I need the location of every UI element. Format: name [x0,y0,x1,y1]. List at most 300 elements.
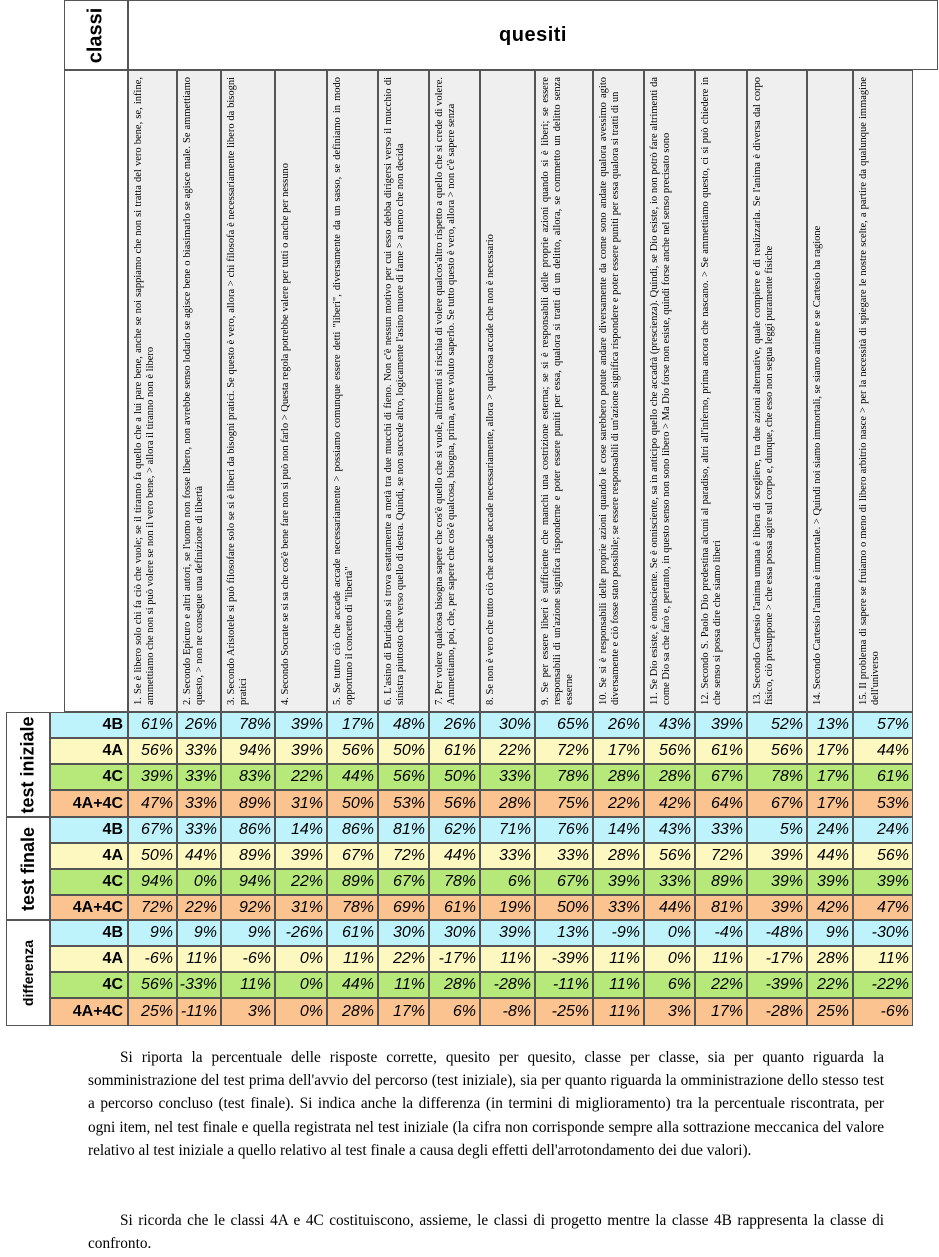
percentage-value: 65% [556,716,589,733]
percentage-value: 22% [184,898,217,916]
percentage-value: 57% [876,716,909,733]
class-cell [50,712,128,738]
value-cell [177,764,221,790]
group-label-text: test iniziale [18,715,38,814]
percentage-value: 71% [498,821,531,838]
class-cell [50,817,128,843]
percentage-value: -22% [871,976,909,993]
percentage-value: 17% [816,794,849,812]
value-cell [378,817,429,843]
value-cell [429,764,480,790]
value-cell [480,712,535,738]
percentage-value: 61% [443,898,476,916]
value-cell [593,738,644,764]
percentage-value: 67% [710,768,743,785]
class-label: 4A [102,742,123,759]
value-cell [275,920,327,946]
percentage-value: 52% [770,716,803,733]
value-cell [695,738,747,764]
value-cell [853,998,913,1026]
value-cell [593,817,644,843]
question-text: 14. Secondo Cartesio l'anima è immortale. > Quindi noi siamo immortali, se siamo anime e se Cartesio ha ragione [812,225,823,705]
value-cell [593,712,644,738]
percentage-value: 44% [876,742,909,759]
value-cell [221,764,275,790]
percentage-value: 28% [607,847,640,864]
percentage-value: 76% [556,821,589,838]
value-cell [275,895,327,920]
percentage-value: 72% [392,847,425,864]
value-cell [535,920,593,946]
percentage-value: 11% [609,1003,640,1020]
percentage-value: 94% [238,873,271,890]
percentage-value: 6% [667,976,691,993]
value-cell [695,764,747,790]
percentage-value: 61% [140,716,173,733]
value-cell [378,998,429,1026]
value-cell [378,920,429,946]
value-cell [644,895,695,920]
value-cell [695,946,747,972]
value-cell [593,998,644,1026]
percentage-value: 53% [392,794,425,812]
percentage-value: -48% [765,924,803,941]
value-cell [807,790,853,817]
value-cell [807,817,853,843]
value-cell [177,869,221,895]
value-cell [807,998,853,1026]
value-cell [221,738,275,764]
value-cell [480,998,535,1026]
value-cell [177,790,221,817]
percentage-value: 39% [770,898,803,916]
value-cell [327,998,378,1026]
value-cell [429,920,480,946]
percentage-value: 25% [816,1003,849,1020]
value-cell [480,920,535,946]
value-cell [128,895,177,920]
question-text: 4. Secondo Socrate se si sa che cos'è bene fare non si può non farlo > Questa regola potrebbe valere per tutti o anche per nessuno [280,163,291,705]
percentage-value: 11% [712,950,743,967]
value-cell [535,869,593,895]
value-cell [177,972,221,998]
class-label: 4A [102,950,123,967]
percentage-value: 39% [607,873,640,890]
percentage-value: 44% [816,847,849,864]
percentage-value: -11% [552,976,589,993]
value-cell [807,972,853,998]
value-cell [807,946,853,972]
value-cell [128,869,177,895]
value-cell [177,998,221,1026]
value-cell [644,843,695,869]
percentage-value: 33% [498,768,531,785]
class-cell [50,738,128,764]
classi-blank-cell [64,70,128,712]
percentage-value: 33% [184,768,217,785]
value-cell [593,920,644,946]
percentage-value: -6% [144,950,173,967]
value-cell [221,920,275,946]
percentage-value: 33% [498,847,531,864]
percentage-value: 72% [556,742,589,759]
percentage-value: 39% [140,768,173,785]
percentage-value: 22% [290,768,323,785]
percentage-value: 11% [240,976,271,993]
value-cell [275,712,327,738]
percentage-value: 44% [443,847,476,864]
percentage-value: 39% [710,716,743,733]
percentage-value: 5% [779,821,803,838]
percentage-value: 3% [667,1003,691,1020]
value-cell [853,764,913,790]
class-label: 4B [102,821,123,838]
question-text: 11. Se Dio esiste, è onnisciente. Se è onnisciente, sa in anticipo quello che accadrà (prescienza). Quindi, se Dio esiste, io non potrò fare altrimenti da come Dio sa che farò e, pertanto, in questo senso non sono libero > Ma Dio forse non esiste, quindi forse anche nel senso precisato sono [649,77,673,705]
value-cell [807,712,853,738]
question-cell [429,70,480,712]
class-label: 4B [102,716,123,733]
value-cell [695,712,747,738]
value-cell [378,764,429,790]
percentage-value: -6% [880,1003,909,1020]
percentage-value: 42% [658,794,691,812]
value-cell [327,869,378,895]
value-cell [853,712,913,738]
value-cell [128,817,177,843]
value-cell [480,738,535,764]
value-cell [695,920,747,946]
percentage-value: 43% [658,716,691,733]
value-cell [221,972,275,998]
class-label: 4C [102,976,123,993]
value-cell [221,998,275,1026]
percentage-value: 33% [184,742,217,759]
value-cell [807,895,853,920]
value-cell [429,998,480,1026]
value-cell [747,998,807,1026]
value-cell [593,946,644,972]
percentage-value: 44% [341,768,374,785]
percentage-value: 9% [193,924,217,941]
percentage-value: -30% [871,924,909,941]
value-cell [177,712,221,738]
value-cell [429,790,480,817]
percentage-value: 33% [556,847,589,864]
value-cell [747,712,807,738]
percentage-value: 33% [184,821,217,838]
value-cell [535,998,593,1026]
value-cell [807,869,853,895]
percentage-value: 22% [498,742,531,759]
group-label-text: test finale [18,826,38,911]
value-cell [747,790,807,817]
percentage-value: 14% [607,821,640,838]
percentage-value: 17% [392,1003,425,1020]
percentage-value: 39% [290,847,323,864]
value-cell [378,790,429,817]
classi-label: classi [84,7,107,63]
percentage-value: 50% [443,768,476,785]
value-cell [128,998,177,1026]
value-cell [853,790,913,817]
class-cell [50,764,128,790]
percentage-value: 89% [238,847,271,864]
value-cell [535,817,593,843]
value-cell [644,790,695,817]
value-cell [275,946,327,972]
percentage-value: 75% [556,794,589,812]
value-cell [853,946,913,972]
percentage-value: 56% [392,768,425,785]
percentage-value: 39% [498,924,531,941]
value-cell [327,712,378,738]
value-cell [221,946,275,972]
percentage-value: 33% [658,873,691,890]
class-label: 4A [102,847,123,864]
percentage-value: 11% [343,950,374,967]
value-cell [128,712,177,738]
percentage-value: 31% [290,898,323,916]
percentage-value: 44% [184,847,217,864]
percentage-value: 43% [658,821,691,838]
percentage-value: 56% [658,742,691,759]
percentage-value: 72% [710,847,743,864]
group-label [6,920,50,1026]
value-cell [378,972,429,998]
value-cell [177,738,221,764]
value-cell [535,895,593,920]
percentage-value: 17% [710,1003,743,1020]
value-cell [327,843,378,869]
value-cell [747,869,807,895]
value-cell [593,972,644,998]
class-cell [50,998,128,1026]
value-cell [593,869,644,895]
percentage-value: 0% [193,873,217,890]
question-cell [221,70,275,712]
value-cell [480,817,535,843]
value-cell [480,972,535,998]
value-cell [644,817,695,843]
value-cell [853,817,913,843]
value-cell [695,817,747,843]
percentage-value: 6% [507,873,531,890]
value-cell [275,790,327,817]
value-cell [747,946,807,972]
question-cell [853,70,913,712]
percentage-value: -4% [714,924,743,941]
percentage-value: 61% [443,742,476,759]
percentage-value: 89% [710,873,743,890]
percentage-value: 24% [816,821,849,838]
percentage-value: 0% [667,950,691,967]
value-cell [853,738,913,764]
percentage-value: -9% [611,924,640,941]
percentage-value: -33% [179,976,217,993]
value-cell [695,998,747,1026]
value-cell [644,764,695,790]
percentage-value: 67% [140,821,173,838]
percentage-value: -17% [438,950,476,967]
percentage-value: 26% [607,716,640,733]
value-cell [535,972,593,998]
percentage-value: 17% [816,742,849,759]
value-cell [644,998,695,1026]
value-cell [535,843,593,869]
percentage-value: 28% [816,950,849,967]
value-cell [429,712,480,738]
percentage-value: 26% [184,716,217,733]
value-cell [695,972,747,998]
percentage-value: 13% [556,924,589,941]
percentage-value: 89% [238,794,271,812]
value-cell [593,764,644,790]
percentage-value: 86% [341,821,374,838]
value-cell [535,946,593,972]
value-cell [480,869,535,895]
value-cell [853,920,913,946]
value-cell [593,895,644,920]
percentage-value: 17% [607,742,640,759]
explanation-paragraph [88,1046,884,1162]
percentage-value: 13% [816,716,849,733]
value-cell [327,738,378,764]
class-label: 4A+4C [72,1003,123,1020]
percentage-value: 28% [658,768,691,785]
value-cell [378,946,429,972]
percentage-value: 11% [609,950,640,967]
percentage-value: 69% [392,898,425,916]
value-cell [480,946,535,972]
value-cell [853,843,913,869]
value-cell [853,869,913,895]
value-cell [221,895,275,920]
question-text: 1. Se è libero solo chi fa ciò che vuole; se il tiranno fa quello che a lui pare bene, anche se noi sappiamo che non si tratta del vero bene, se, infine, ammettiamo che non si può volere se non il vero bene, > allora il tiranno non è libero [133,77,157,705]
percentage-value: 30% [443,924,476,941]
value-cell [747,895,807,920]
percentage-value: 50% [556,898,589,916]
value-cell [221,790,275,817]
class-label: 4A+4C [72,794,123,812]
percentage-value: 22% [607,794,640,812]
value-cell [480,764,535,790]
percentage-value: -25% [551,1003,589,1020]
classi-header [64,0,128,70]
value-cell [221,712,275,738]
question-text: 3. Secondo Aristotele si può filosofare solo se si è liberi da bisogni pratici. Se questo è vero, allora > chi filosofa è necessariamente libero da bisogni pratici [226,77,250,705]
percentage-value: 92% [238,898,271,916]
percentage-value: 22% [710,976,743,993]
percentage-value: 42% [816,898,849,916]
percentage-value: 0% [299,950,323,967]
percentage-value: 11% [878,950,909,967]
percentage-value: 30% [498,716,531,733]
value-cell [177,817,221,843]
quesiti-label: quesiti [499,23,567,46]
value-cell [535,738,593,764]
class-cell [50,790,128,817]
value-cell [429,738,480,764]
question-cell [593,70,644,712]
percentage-value: -28% [493,976,531,993]
percentage-value: 39% [290,742,323,759]
value-cell [480,895,535,920]
value-cell [807,843,853,869]
percentage-value: 28% [607,768,640,785]
value-cell [128,920,177,946]
value-cell [747,738,807,764]
percentage-value: 86% [238,821,271,838]
value-cell [327,972,378,998]
value-cell [128,790,177,817]
percentage-value: 64% [710,794,743,812]
value-cell [593,843,644,869]
value-cell [275,738,327,764]
percentage-value: 24% [876,821,909,838]
percentage-value: 9% [149,924,173,941]
percentage-value: -39% [765,976,803,993]
percentage-value: 50% [392,742,425,759]
value-cell [644,738,695,764]
class-label: 4B [102,924,123,941]
value-cell [378,843,429,869]
percentage-value: 11% [500,950,531,967]
percentage-value: 50% [341,794,374,812]
percentage-value: 56% [876,847,909,864]
question-text: 9. Se per essere liberi è sufficiente che manchi una costrizione esterna; se si è responsabili delle proprie azioni quando si è liberi; se essere responsabili di un'azione significa risponderne e poter essere puniti per essa, qualora si tratti di un delitto, allora, se commetto un delitto senza esserne [540,77,576,705]
value-cell [327,790,378,817]
question-text: 10. Se si è responsabili delle proprie azioni quando le cose sarebbero potute andare diversamente da come sono andate qualora avessimo agito diversamente e ciò fosse stato possibile; se essere responsabili di un'azione significa rispondere e poter essere puniti per essa qualora si tratti di un [598,77,622,705]
percentage-value: 22% [816,976,849,993]
percentage-value: 94% [238,742,271,759]
value-cell [177,946,221,972]
value-cell [275,764,327,790]
question-text: 12. Secondo S. Paolo Dio predestina alcuni al paradiso, altri all'inferno, prima ancora che nascano. > Se ammettiamo questo, ci si può chiedere in che senso si possa dire che siamo liberi [700,77,724,705]
value-cell [221,817,275,843]
percentage-value: 9% [825,924,849,941]
percentage-value: 83% [238,768,271,785]
value-cell [807,738,853,764]
value-cell [695,895,747,920]
question-text: 6. L'asino di Buridano si trova esattamente a metà tra due mucchi di fieno. Non c'è nessun motivo per cui esso debba dirigersi verso il mucchio di sinistra piuttosto che verso quello di destra. Quindi, se non succede altro, logicamente l'asino muore di fame > a meno che non decida [383,77,407,705]
percentage-value: 0% [299,1003,323,1020]
percentage-value: 72% [140,898,173,916]
value-cell [327,817,378,843]
value-cell [747,817,807,843]
question-cell [275,70,327,712]
value-cell [644,946,695,972]
class-cell [50,869,128,895]
percentage-value: 17% [816,768,849,785]
value-cell [378,869,429,895]
percentage-value: 39% [770,873,803,890]
class-cell [50,895,128,920]
percentage-value: 25% [140,1003,173,1020]
question-cell [327,70,378,712]
percentage-value: 67% [770,794,803,812]
question-cell [644,70,695,712]
percentage-value: 56% [443,794,476,812]
value-cell [695,869,747,895]
class-label: 4C [102,768,123,785]
question-text: 2. Secondo Epicuro e altri autori, se l'uomo non fosse libero, non avrebbe senso lodarlo se agisce bene o biasimarlo se agisce male. Se ammettiamo questo, > non ne consegue una definizione di libertà [182,77,206,705]
question-cell [747,70,807,712]
percentage-value: 11% [394,976,425,993]
percentage-value: 67% [392,873,425,890]
percentage-value: 44% [658,898,691,916]
question-text: 7. Per volere qualcosa bisogna sapere che cos'è quello che si vuole, altrimenti si rischia di volere qualcos'altro rispetto a quello che si crede di volere. Ammettiamo, poi, che, per sapere che cos'è qualcosa, bisogna, prima, avere voluto saperlo. Se tutto questo è vero, allora > non c'è sapere senza [434,77,458,705]
percentage-value: 56% [140,742,173,759]
